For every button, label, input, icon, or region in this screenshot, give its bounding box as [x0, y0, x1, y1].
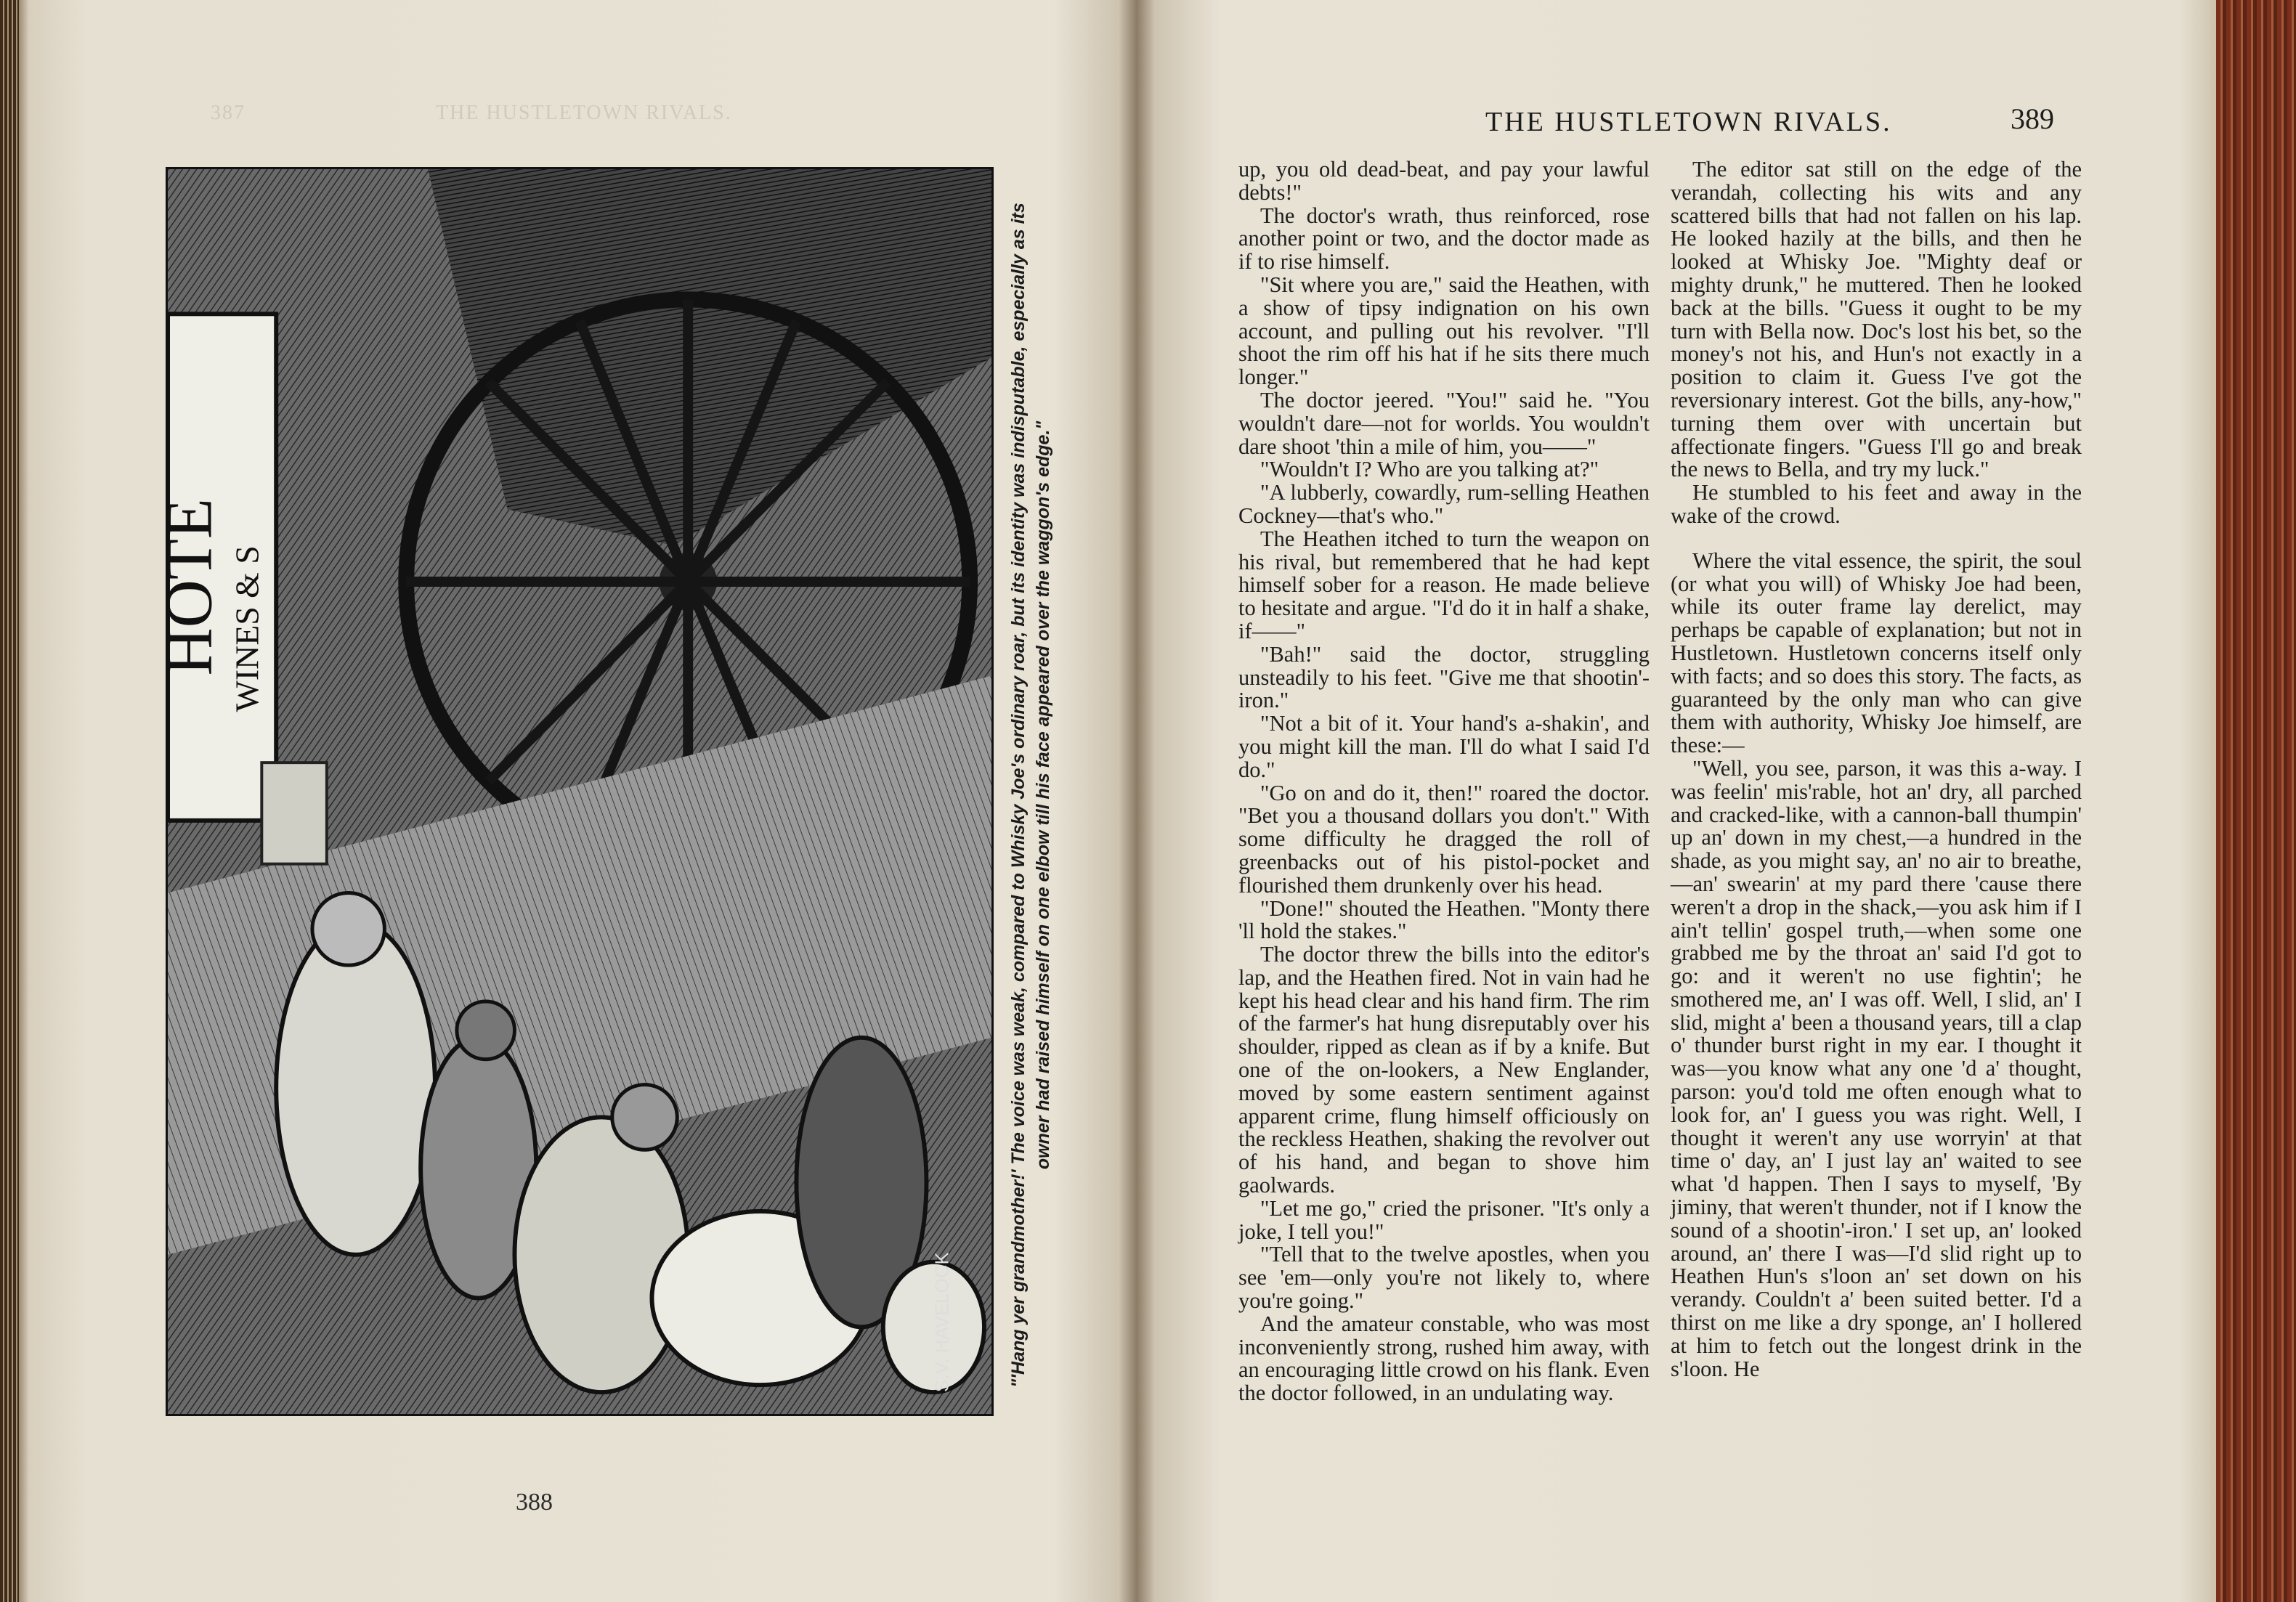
- paragraph: "A lubberly, cowardly, rum-selling Heathen Cockney—that's who.": [1238, 480, 1650, 528]
- paragraph: "Let me go," cried the prisoner. "It's only a joke, I tell you!": [1238, 1195, 1650, 1244]
- illustration-drawing: [151, 169, 991, 1414]
- paragraph: "Tell that to the twelve apostles, when you see 'em—only you're not likely to, where you're going.": [1238, 1242, 1650, 1314]
- paragraph: The editor sat still on the edge of the verandah, collecting his wits and any scattered bills that had not fallen on his lap. He looked hazily at the bills, and then he looked at Whisky Joe. "Mighty deaf or mighty drunk," he muttered. Then he looked back at the bills. "Guess it ought to be my turn with Bella now. Doc's lost his bet, so the money's not his, and Hun's not exactly in a position to claim it. Guess I've got the reversionary interest. Got the bills, any-how," turning them over with uncertain but affectionate fingers. "Guess I'll go and break the news to Bella, and try my luck.": [1671, 157, 2082, 482]
- paragraph: The doctor's wrath, thus reinforced, rose another point or two, and the doctor made as if to rise himself.: [1238, 203, 1650, 275]
- illustration-caption: "'Hang yer grandmother!' The voice was weak, compared to Whisky Joe's ordinary roar, but its identity was indisputable, especially as its owner had raised himself on one elbow till his face appeared over the waggon's edge.": [1008, 203, 1053, 1388]
- illustration-plate: [151, 167, 994, 1416]
- page-edge-left: [0, 0, 19, 1602]
- ghost-page-number: 387: [211, 102, 246, 124]
- ghost-running-head: THE HUSTLETOWN RIVALS.: [436, 102, 732, 124]
- sign-word-2: WINES & S: [228, 545, 266, 712]
- page-number-right: 389: [2011, 102, 2054, 135]
- running-head: THE HUSTLETOWN RIVALS.: [1485, 107, 1892, 137]
- paragraph: And the amateur constable, who was most inconveniently strong, rushed him away, with an encouraging little crowd on his flank. Even the doctor followed, in an undulating way.: [1238, 1311, 1650, 1406]
- paragraph: "Done!" shouted the Heathen. "Monty there 'll hold the stakes.": [1238, 895, 1650, 944]
- paragraph: The Heathen itched to turn the weapon on his rival, but remembered that he had kept himself sober for a reason. He made believe to hesitate and argue. "I'd do it in half a shake, if——": [1238, 526, 1650, 643]
- text-column-2: [1671, 158, 2082, 1381]
- page-edge-right: [2216, 0, 2296, 1602]
- paragraph: "Not a bit of it. Your hand's a-shakin', and you might kill the man. I'll do what I said I'd do.": [1238, 711, 1650, 782]
- paragraph: The doctor jeered. "You!" said he. "You wouldn't dare—not for worlds. You wouldn't dare shoot 'thin a mile of him, you——": [1238, 387, 1650, 459]
- paragraph: Where the vital essence, the spirit, the soul (or what you will) of Whisky Joe had been, while its outer frame lay derelict, may perhaps be capable of explanation; but not in Hustletown. Hustletown concerns itself only with facts; and so does this story. The facts, as guaranteed by the only man who can give them with authority, Whisky Joe himself, are these:—: [1671, 548, 2082, 758]
- paragraph: He stumbled to his feet and away in the wake of the crowd.: [1671, 480, 2082, 528]
- paragraph: "Bah!" said the doctor, struggling unsteadily to his feet. "Give me that shootin'-iron.": [1238, 641, 1650, 713]
- paragraph: up, you old dead-beat, and pay your lawful debts!": [1238, 157, 1650, 205]
- paragraph: "Well, you see, parson, it was this a-way. I was feelin' mis'rable, hot an' dry, all parched and cracked-like, with a cannon-ball thumpin' up an' down in my chest,—a hundred in the shade, as you might say, an' no air to breathe,—an' swearin' at my pard there 'cause there weren't a drop in the shack,—you ask him if I ain't tellin' gospel truth,—when some one grabbed me by the throat an' said I'd got to go: and it weren't no use fightin'; he smothered me, an' I was off. Well, I slid, an' I slid, might a' been a thousand years, till a clap o' thunder burst right in my ear. I thought it was—you know what any one 'd a' thought, parson: you'd told me often enough what to look for, an' I guess you was right. Well, I thought it weren't any use worryin' at that time o' day, an' I just lay an' waited to see what 'd happen. Then I says to myself, 'By jiminy, that weren't thunder, not if I know the sound of a shootin'-iron.' I set up, an' looked around, an' there I was—I'd slid right up to Heathen Hun's s'loon an' set down on his verandy. Couldn't a' been suited better. I'd a thirst on me like a dry sponge, an' I hollered at him to fetch out the longest drink in the s'loon. He: [1671, 755, 2082, 1381]
- artist-signature: S.V. HAVELOCK: [932, 1252, 953, 1393]
- paragraph: "Wouldn't I? Who are you talking at?": [1260, 457, 1599, 482]
- page-number-left: 388: [516, 1489, 553, 1516]
- paragraph: "Go on and do it, then!" roared the doctor. "Bet you a thousand dollars you don't." With some difficulty he dragged the roll of greenbacks out of his pistol-pocket and flourished them drunkenly over his head.: [1238, 780, 1650, 898]
- sign-word-1: HOTE: [151, 498, 226, 676]
- paragraph: The doctor threw the bills into the editor's lap, and the Heathen fired. Not in vain had he kept his head clear and his hand firm. The rim of the farmer's hat hung disreputably over his shoulder, ripped as clean as if by a knife. But one of the on-lookers, a New Englander, moved by some eastern sentiment against apparent crime, flung himself officiously on the reckless Heathen, shaking the revolver out of his hand, and began to shove him gaolwards.: [1238, 942, 1650, 1198]
- paragraph: "Sit where you are," said the Heathen, with a show of tipsy indignation on his own account, and pulling out his revolver. "I'll shoot the rim off his hat if he sits there much longer.": [1238, 272, 1650, 390]
- hotel-sign: [152, 314, 276, 821]
- text-column-1: [1238, 158, 1650, 1405]
